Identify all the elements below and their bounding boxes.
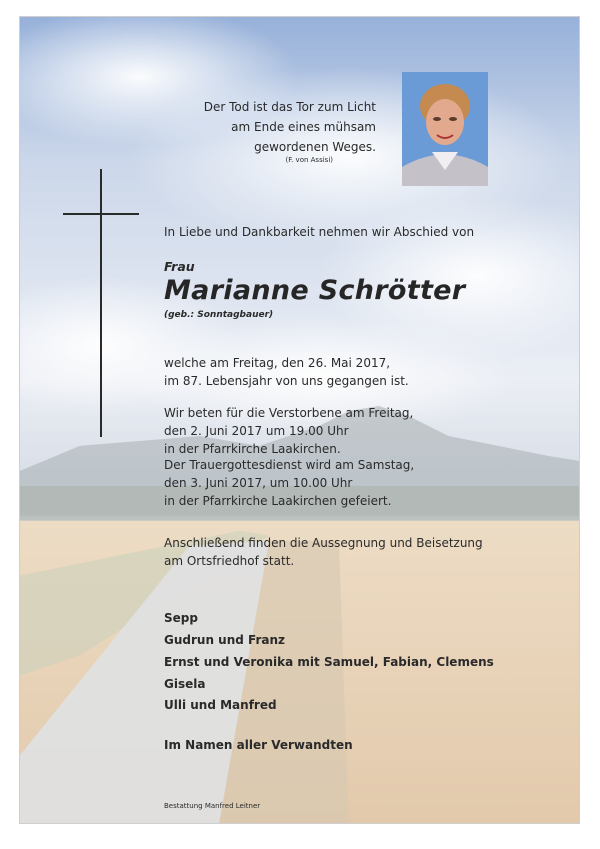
quote-line: am Ende eines mühsam bbox=[231, 120, 376, 134]
paragraph-burial bbox=[164, 534, 483, 570]
relative-name: Gudrun und Franz bbox=[164, 633, 285, 647]
paragraph-line: den 3. Juni 2017, um 10.00 Uhr bbox=[164, 476, 353, 490]
intro-text: In Liebe und Dankbarkeit nehmen wir Abschied von bbox=[164, 225, 475, 239]
paragraph-line: in der Pfarrkirche Laakirchen gefeiert. bbox=[164, 494, 392, 508]
quote bbox=[20, 97, 376, 157]
paragraph-line: welche am Freitag, den 26. Mai 2017, bbox=[164, 356, 391, 370]
funeral-home-footer: Bestattung Manfred Leitner bbox=[164, 802, 261, 810]
portrait-photo bbox=[402, 72, 488, 186]
paragraph-line: Anschließend finden die Aussegnung und Beisetzung bbox=[164, 536, 483, 550]
paragraph-line: am Ortsfriedhof statt. bbox=[164, 554, 295, 568]
cross-vertical-beam bbox=[100, 169, 102, 437]
paragraph-line: in der Pfarrkirche Laakirchen. bbox=[164, 442, 341, 456]
deceased-name: Marianne Schrötter bbox=[164, 275, 466, 306]
paragraph-death-date bbox=[164, 354, 409, 390]
paragraph-line: Der Trauergottesdienst wird am Samstag, bbox=[164, 458, 415, 472]
quote-source: (F. von Assisi) bbox=[285, 156, 333, 164]
relative-name: Ulli und Manfred bbox=[164, 698, 277, 712]
deceased-title: Frau bbox=[164, 259, 195, 274]
paragraph-line: Wir beten für die Verstorbene am Freitag, bbox=[164, 406, 414, 420]
quote-line: gewordenen Weges. bbox=[254, 140, 376, 154]
paragraph-line: im 87. Lebensjahr von uns gegangen ist. bbox=[164, 374, 409, 388]
relative-name: Sepp bbox=[164, 611, 198, 625]
paragraph-prayer bbox=[164, 404, 413, 458]
closing-text: Im Namen aller Verwandten bbox=[164, 738, 353, 752]
relative-name: Ernst und Veronika mit Samuel, Fabian, Clemens bbox=[164, 655, 494, 669]
cross-horizontal-beam bbox=[63, 213, 139, 215]
relative-name: Gisela bbox=[164, 677, 206, 691]
paragraph-line: den 2. Juni 2017 um 19.00 Uhr bbox=[164, 424, 349, 438]
paragraph-funeral-mass bbox=[164, 456, 414, 510]
obituary-page bbox=[19, 16, 580, 824]
quote-line: Der Tod ist das Tor zum Licht bbox=[203, 100, 376, 114]
deceased-birth-name: (geb.: Sonntagbauer) bbox=[164, 310, 274, 320]
